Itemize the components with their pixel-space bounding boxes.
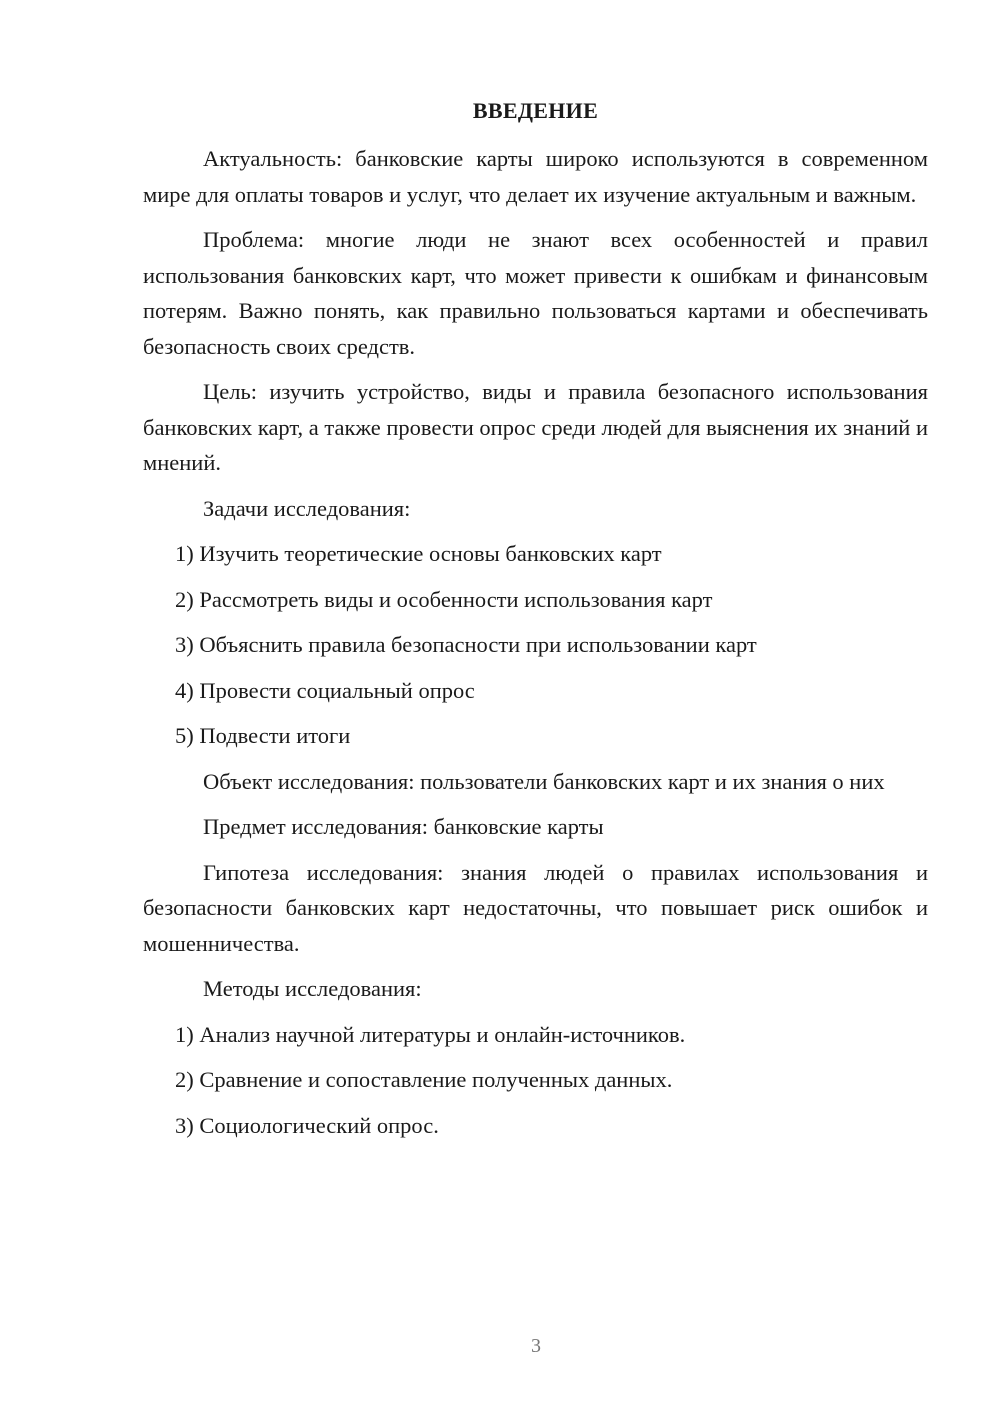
list-item: 2) Сравнение и сопоставление полученных данных. xyxy=(175,1067,673,1092)
list-item: 5) Подвести итоги xyxy=(175,723,351,748)
list-item: 3) Объяснить правила безопасности при использовании карт xyxy=(175,632,757,657)
problem-paragraph: Проблема: многие люди не знают всех особенностей и правил использования банковских карт, что может привести к ошибкам и финансовым потерям. Важно понять, как правильно пользоваться картами и обеспечивать безопасность своих средств. xyxy=(143,227,928,359)
list-item: 4) Провести социальный опрос xyxy=(175,677,475,703)
tasks-title: Задачи исследования: xyxy=(203,495,411,521)
document-body xyxy=(143,141,928,1153)
list-item: 1) Анализ научной литературы и онлайн-источников. xyxy=(175,1021,686,1047)
list-item: 1) Изучить теоретические основы банковских карт xyxy=(175,541,662,566)
page-heading: ВВЕДЕНИЕ xyxy=(472,98,599,123)
object-paragraph: Объект исследования: пользователи банковских карт и их знания о них xyxy=(203,768,885,794)
subject-paragraph: Предмет исследования: банковские карты xyxy=(203,814,604,839)
tasks-list xyxy=(143,536,928,754)
methods-list xyxy=(143,1017,928,1144)
goal-paragraph: Цель: изучить устройство, виды и правила безопасного использования банковских карт, а также провести опрос среди людей для выяснения их знаний и мнений. xyxy=(143,379,928,475)
relevance-paragraph: Актуальность: банковские карты широко используются в современном мире для оплаты товаров и услуг, что делает их изучение актуальным и важным. xyxy=(143,146,928,207)
page-number: 3 xyxy=(531,1335,541,1357)
hypothesis-paragraph: Гипотеза исследования: знания людей о правилах использования и безопасности банковских карт недостаточны, что повышает риск ошибок и мошенничества. xyxy=(143,859,928,956)
methods-title: Методы исследования: xyxy=(203,976,422,1001)
list-item: 3) Социологический опрос. xyxy=(175,1112,439,1138)
list-item: 2) Рассмотреть виды и особенности использования карт xyxy=(175,586,713,612)
